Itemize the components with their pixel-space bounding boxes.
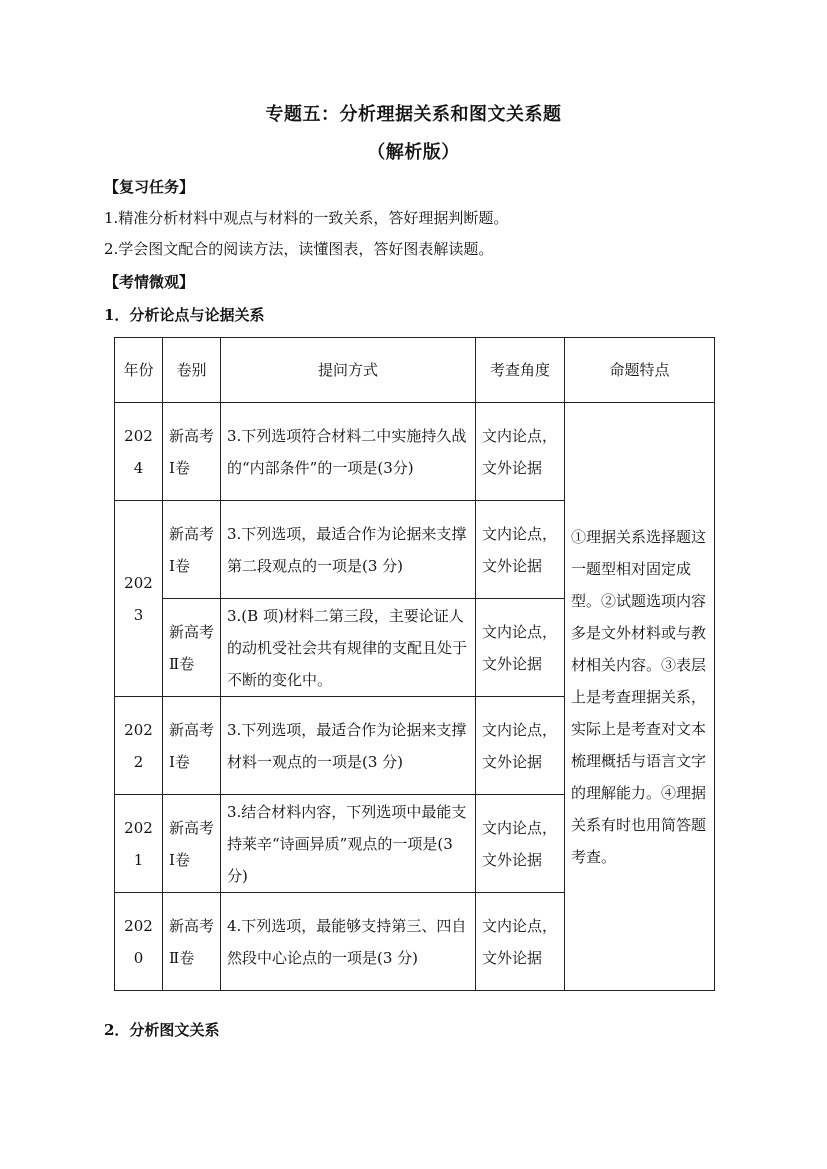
cell-paper: 新高考Ⅱ卷 [163, 599, 221, 697]
cell-year: 2023 [115, 501, 163, 697]
cell-year: 2021 [115, 795, 163, 893]
cell-paper: 新高考Ⅰ卷 [163, 697, 221, 795]
cell-paper: 新高考Ⅰ卷 [163, 403, 221, 501]
review-item-1: 1.精准分析材料中观点与材料的一致关系，答好理据判断题。 [104, 209, 509, 227]
header-angle: 考查角度 [476, 338, 565, 403]
cell-year: 2022 [115, 697, 163, 795]
cell-question: 4.下列选项，最能够支持第三、四自然段中心论点的一项是(3 分) [221, 893, 476, 991]
cell-paper: 新高考Ⅰ卷 [163, 501, 221, 599]
cell-angle: 文内论点，文外论据 [476, 501, 565, 599]
cell-paper: 新高考Ⅱ卷 [163, 893, 221, 991]
table-header-row [115, 338, 715, 403]
exam-table [114, 337, 715, 991]
cell-question: 3.下列选项，最适合作为论据来支撑第二段观点的一项是(3 分) [221, 501, 476, 599]
review-heading: 【复习任务】 [104, 178, 195, 196]
cell-year: 2020 [115, 893, 163, 991]
table-row [115, 403, 715, 501]
cell-features: ①理据关系选择题这一题型相对固定成型。②试题选项内容多是文外材料或与教材相关内容。③表层上是考查理据关系，实际上是考查对文本梳理概括与语言文字的理解能力。④理据关系有时也用简答题考查。 [565, 403, 715, 991]
cell-angle: 文内论点，文外论据 [476, 795, 565, 893]
exam-heading: 【考情微观】 [104, 273, 195, 291]
cell-angle: 文内论点，文外论据 [476, 403, 565, 501]
cell-question: 3.下列选项符合材料二中实施持久战的“内部条件”的一项是(3分) [221, 403, 476, 501]
page-title: 专题五：分析理据关系和图文关系题 [265, 104, 562, 125]
cell-question: 3.下列选项，最适合作为论据来支撑材料一观点的一项是(3 分) [221, 697, 476, 795]
cell-angle: 文内论点，文外论据 [476, 599, 565, 697]
header-question: 提问方式 [221, 338, 476, 403]
section-1-heading: 1．分析论点与论据关系 [104, 306, 265, 324]
header-features: 命题特点 [565, 338, 715, 403]
cell-question: 3.结合材料内容，下列选项中最能支持莱辛“诗画异质”观点的一项是(3 分) [221, 795, 476, 893]
page-subtitle: （解析版） [367, 142, 460, 163]
cell-paper: 新高考Ⅰ卷 [163, 795, 221, 893]
header-paper: 卷别 [163, 338, 221, 403]
cell-year: 2024 [115, 403, 163, 501]
review-item-2: 2.学会图文配合的阅读方法，读懂图表，答好图表解读题。 [104, 240, 494, 258]
cell-angle: 文内论点，文外论据 [476, 697, 565, 795]
section-2-heading: 2．分析图文关系 [104, 1021, 220, 1039]
cell-angle: 文内论点，文外论据 [476, 893, 565, 991]
header-year: 年份 [115, 338, 163, 403]
cell-question: 3.(B 项)材料二第三段，主要论证人的动机受社会共有规律的支配且处于不断的变化中。 [221, 599, 476, 697]
